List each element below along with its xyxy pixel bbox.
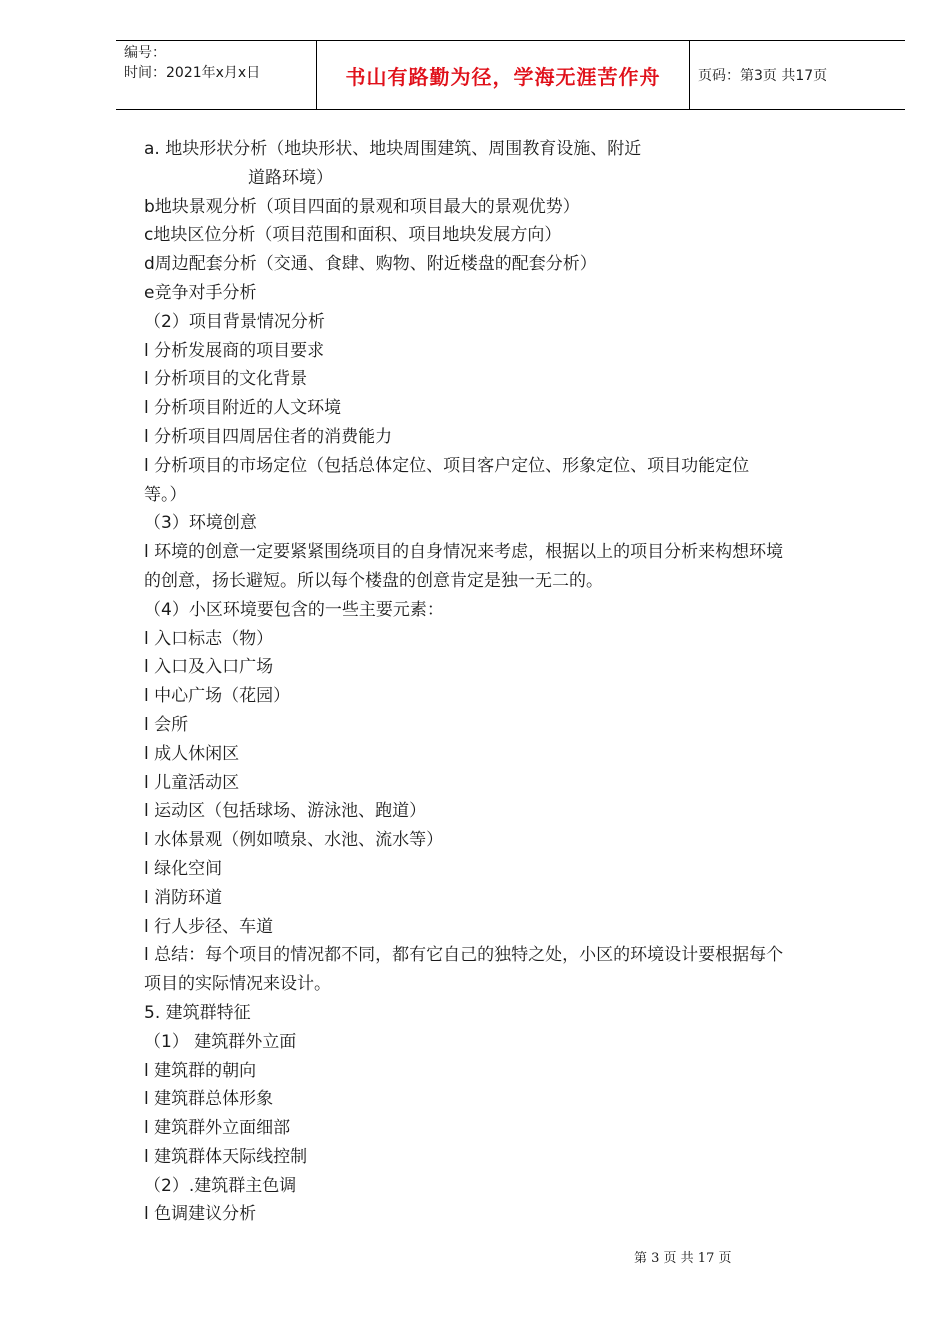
- text-line: （3）环境创意: [144, 513, 257, 534]
- text-line: l 成人休闲区: [144, 743, 240, 764]
- text-line: l 中心广场（花园）: [144, 686, 291, 707]
- text-line: （1） 建筑群外立面: [144, 1031, 297, 1052]
- text-line: 道路环境）: [248, 167, 333, 188]
- text-line: l 儿童活动区: [144, 772, 240, 793]
- text-line: d周边配套分析（交通、食肆、购物、附近楼盘的配套分析）: [144, 254, 597, 275]
- text-line: l 建筑群总体形象: [144, 1089, 274, 1110]
- text-line: c地块区位分析（项目范围和面积、项目地块发展方向）: [144, 225, 562, 246]
- text-line: （4）小区环境要包含的一些主要元素：: [144, 599, 444, 620]
- text-line: l 建筑群外立面细部: [144, 1118, 291, 1139]
- text-line: l 运动区（包括球场、游泳池、跑道）: [144, 801, 427, 822]
- text-line: l 行人步径、车道: [144, 916, 274, 937]
- document-body: [144, 135, 884, 1229]
- text-line: l 分析项目的市场定位（包括总体定位、项目客户定位、形象定位、项目功能定位: [144, 455, 750, 476]
- text-line: 等。）: [144, 484, 187, 505]
- text-line: l 分析项目的文化背景: [144, 369, 308, 390]
- page-footer: 第 3 页 共 17 页: [634, 1251, 732, 1266]
- text-line: l 分析项目四周居住者的消费能力: [144, 426, 393, 447]
- time-label: 时间：2021年x月x日: [124, 65, 261, 81]
- text-line: l 入口及入口广场: [144, 657, 274, 678]
- text-line: l 水体景观（例如喷泉、水池、流水等）: [144, 830, 444, 851]
- text-line: l 环境的创意一定要紧紧围绕项目的自身情况来考虑，根据以上的项目分析来构想环境: [144, 542, 784, 563]
- text-line: （2）项目背景情况分析: [144, 311, 325, 332]
- text-line: b地块景观分析（项目四面的景观和项目最大的景观优势）: [144, 196, 580, 217]
- text-line: l 建筑群的朝向: [144, 1060, 257, 1081]
- text-line: l 入口标志（物）: [144, 628, 274, 649]
- text-line: l 分析发展商的项目要求: [144, 340, 325, 361]
- text-line: l 建筑群体天际线控制: [144, 1146, 308, 1167]
- text-line: l 分析项目附近的人文环境: [144, 398, 342, 419]
- header-motto: 书山有路勤为径，学海无涯苦作舟: [316, 41, 690, 109]
- text-line: l 总结：每个项目的情况都不同，都有它自己的独特之处，小区的环境设计要根据每个: [144, 945, 784, 966]
- text-line: l 消防环道: [144, 887, 223, 908]
- serial-label: 编号：: [124, 45, 166, 61]
- text-line: l 色调建议分析: [144, 1204, 257, 1225]
- header-meta: [116, 41, 316, 109]
- text-line: l 绿化空间: [144, 858, 223, 879]
- text-line: 的创意，扬长避短。所以每个楼盘的创意肯定是独一无二的。: [144, 570, 603, 591]
- text-line: l 会所: [144, 714, 189, 735]
- header-page-info: 页码：第3页 共17页: [698, 68, 828, 84]
- text-line: （2）.建筑群主色调: [144, 1175, 297, 1196]
- text-line: e竞争对手分析: [144, 282, 257, 303]
- text-line: a. 地块形状分析（地块形状、地块周围建筑、周围教育设施、附近: [144, 139, 642, 159]
- text-line: 项目的实际情况来设计。: [144, 974, 331, 995]
- page-header: [116, 40, 905, 110]
- text-line: 5. 建筑群特征: [144, 1002, 251, 1023]
